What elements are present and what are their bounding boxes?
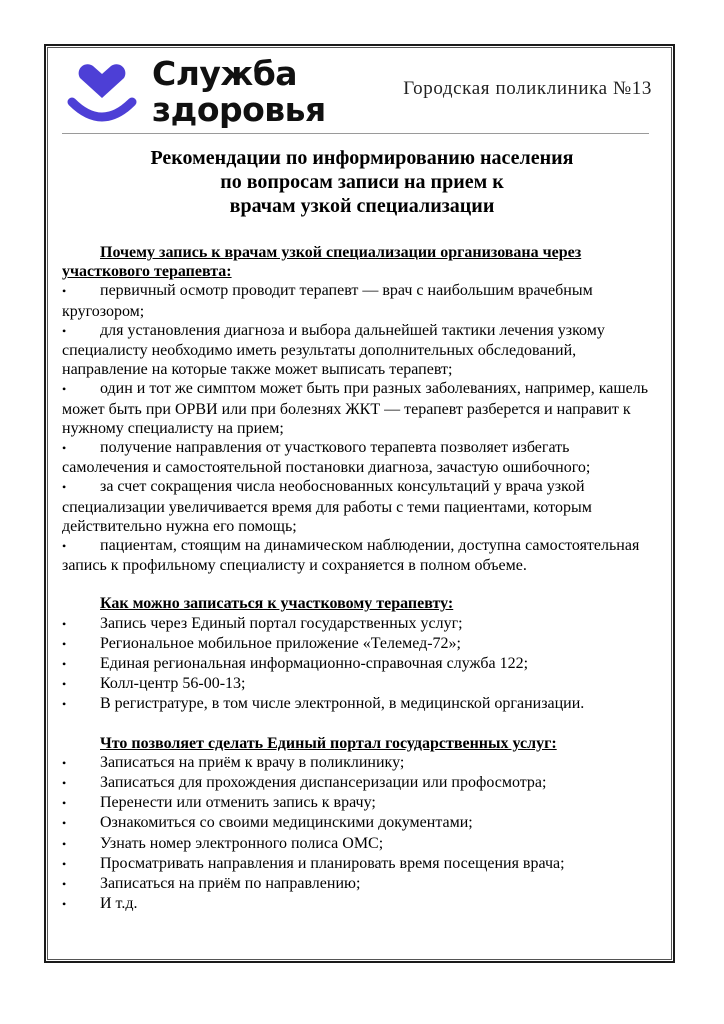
- list-item: [62, 894, 654, 914]
- list-item-text: получение направления от участкового терапевта позволяет избегать самолечения и самостоятельной постановки диагноза, зачастую ошибочного;: [62, 439, 591, 477]
- title-line-2: по вопросам записи на прием к: [220, 171, 504, 193]
- list-item: [62, 654, 654, 674]
- list-item: [62, 379, 654, 438]
- bullet-icon: •: [62, 480, 67, 495]
- list-item: [62, 694, 654, 714]
- document-body: [62, 243, 654, 915]
- organization-name: Городская поликлиника №13: [403, 78, 652, 99]
- bullet-icon: •: [62, 856, 67, 871]
- list-item-text: Записаться для прохождения диспансеризации или профосмотра;: [100, 774, 547, 792]
- list-item-text: первичный осмотр проводит терапевт — врач с наибольшим врачебным кругозором;: [62, 282, 593, 320]
- list-item-text: Записаться на приём к врачу в поликлинику;: [100, 753, 405, 771]
- list-item-text: Просматривать направления и планировать время посещения врача;: [100, 854, 565, 872]
- logo-line-1: Служба: [152, 54, 298, 93]
- list-item-text: В регистратуре, в том числе электронной, в медицинской организации.: [100, 695, 585, 713]
- list-item-text: И т.д.: [100, 895, 138, 913]
- bullet-icon: •: [62, 677, 67, 692]
- list-item-text: для установления диагноза и выбора дальнейшей тактики лечения узкому специалисту необходимо иметь результаты дополнительных обследований, направление на которые также может выписать терапевт;: [62, 321, 605, 379]
- bullet-icon: •: [62, 539, 67, 554]
- title-line-3: врачам узкой специализации: [229, 195, 495, 217]
- list-item: [62, 753, 654, 773]
- bullet-icon: •: [62, 897, 67, 912]
- list-item: [62, 477, 654, 536]
- section-heading-how-to-book: Как можно записаться к участковому терапевту:: [100, 595, 454, 613]
- bullet-icon: •: [62, 816, 67, 831]
- list-item: [62, 813, 654, 833]
- header-divider: [62, 133, 649, 134]
- section-list-gosuslugi: [62, 753, 654, 915]
- bullet-icon: •: [62, 284, 67, 299]
- list-item: [62, 793, 654, 813]
- bullet-icon: •: [62, 836, 67, 851]
- list-item: [62, 536, 654, 575]
- list-item: [62, 773, 654, 793]
- list-item-text: Ознакомиться со своими медицинскими документами;: [100, 814, 473, 832]
- list-item-text: за счет сокращения числа необоснованных консультаций у врача узкой специализации увеличивается время для работы с теми пациентами, которым действительно нужна его помощь;: [62, 478, 592, 535]
- bullet-icon: •: [62, 616, 67, 631]
- list-item: [62, 634, 654, 654]
- list-item-text: Узнать номер электронного полиса ОМС;: [100, 834, 384, 852]
- list-item-text: Региональное мобильное приложение «Телемед-72»;: [100, 634, 461, 652]
- list-item: [62, 834, 654, 854]
- section-heading-gosuslugi: Что позволяет сделать Единый портал государственных услуг:: [100, 734, 557, 752]
- list-item: [62, 854, 654, 874]
- list-item: [62, 321, 654, 380]
- title-line-1: Рекомендации по информированию населения: [150, 147, 574, 169]
- list-item-text: пациентам, стоящим на динамическом наблюдении, доступна самостоятельная запись к профильному специалисту и сохраняется в полном объеме.: [62, 537, 640, 575]
- list-item: [62, 874, 654, 894]
- bullet-icon: •: [62, 636, 67, 651]
- list-item: [62, 614, 654, 634]
- bullet-icon: •: [62, 697, 67, 712]
- list-item: [62, 281, 654, 320]
- bullet-icon: •: [62, 323, 67, 338]
- section-list-why-therapist: [62, 281, 654, 575]
- bullet-icon: •: [62, 657, 67, 672]
- list-item: [62, 674, 654, 694]
- bullet-icon: •: [62, 441, 67, 456]
- list-item-text: Записаться на приём по направлению;: [100, 875, 361, 893]
- section-list-how-to-book: [62, 614, 654, 715]
- section-heading-why-therapist: Почему запись к врачам узкой специализации организована через участкового терапевта:: [62, 244, 582, 281]
- list-item: [62, 438, 654, 477]
- list-item-text: один и тот же симптом может быть при разных заболеваниях, например, кашель может быть при ОРВИ или при болезнях ЖКТ — терапевт разберется и направит к нужному специалисту на прием;: [62, 380, 649, 437]
- bullet-icon: •: [62, 796, 67, 811]
- bullet-icon: •: [62, 382, 67, 397]
- bullet-icon: •: [62, 755, 67, 770]
- list-item-text: Единая региональная информационно-справочная служба 122;: [100, 655, 529, 673]
- list-item-text: Запись через Единый портал государственных услуг;: [100, 614, 463, 632]
- bullet-icon: •: [62, 776, 67, 791]
- list-item-text: Перенести или отменить запись к врачу;: [100, 794, 376, 812]
- bullet-icon: •: [62, 877, 67, 892]
- logo-wordmark: [152, 56, 326, 128]
- header: [62, 52, 654, 132]
- document-title: [60, 146, 664, 218]
- heart-smile-logo-icon: [66, 58, 138, 130]
- list-item-text: Колл-центр 56-00-13;: [100, 675, 246, 693]
- logo-line-2: здоровья: [152, 90, 326, 129]
